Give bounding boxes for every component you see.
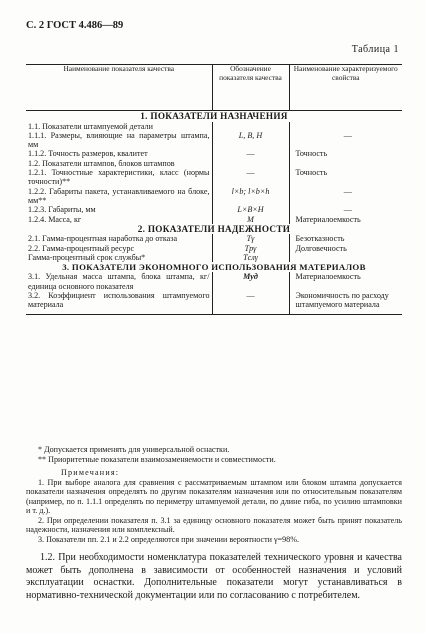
table-row xyxy=(26,122,402,131)
indicator-property: Безотказность xyxy=(289,234,402,243)
indicator-symbol: Mуд xyxy=(212,272,289,291)
page-header: С. 2 ГОСТ 4.486—89 xyxy=(26,20,124,31)
indicator-symbol: — xyxy=(212,168,289,187)
indicator-symbol: Tpγ xyxy=(212,244,289,253)
indicator-name: 1.2. Показатели штампов, блоков штампов xyxy=(28,158,175,168)
section-title: 2. ПОКАЗАТЕЛИ НАДЕЖНОСТИ xyxy=(137,223,291,234)
indicator-name: 1.1.2. Точность размеров, квалитет xyxy=(28,149,148,159)
indicator-name: 2.2. Гамма-процентный ресурс xyxy=(28,243,135,253)
table-row xyxy=(26,272,402,291)
section-heading-row xyxy=(26,111,402,122)
indicator-name: 1.2.4. Масса, кг xyxy=(28,214,82,224)
indicator-property: Материалоемкость xyxy=(289,272,402,291)
section-heading-row xyxy=(26,262,402,272)
indicator-name: 1.2.3. Габариты, мм xyxy=(28,205,96,215)
notes-title: Примечания: xyxy=(61,468,120,478)
table-title: Таблица 1 xyxy=(351,44,399,55)
indicator-symbol xyxy=(212,122,289,131)
indicator-name: 1.2.1. Точностные характеристики, класс (нормы точности)** xyxy=(28,168,210,187)
section-heading-row xyxy=(26,224,402,235)
indicator-property: Долговечность xyxy=(289,244,402,253)
notes-block xyxy=(26,445,402,544)
indicator-name: 1.2.2. Габариты пакета, устанавливаемого на блоке, мм** xyxy=(28,186,210,205)
table-row xyxy=(26,205,402,214)
indicator-property: — xyxy=(289,131,402,150)
indicator-name: 3.1. Удельная масса штампа, блока штампа, кг/единица основного показателя xyxy=(28,272,210,291)
indicator-symbol: Tслγ xyxy=(212,253,289,262)
table-row xyxy=(26,131,402,150)
indicator-name: Гамма-процентный срок службы* xyxy=(28,253,146,263)
indicator-property: — xyxy=(289,187,402,206)
footnote: ** Приоритетные показатели взаимозаменяемости и совместимости. xyxy=(38,454,276,464)
table-row xyxy=(26,215,402,224)
note-item: 1. При выборе аналога для сравнения с рассматриваемым штампом или блоком штампа допускается показатели назначения определять по другим показателям назначения или по относительным показателям (например, по п. 1.1.1 определять по периметру штампуемой детали, по длине гиба, по усилию штамповки и т. д.). xyxy=(26,477,402,516)
indicator-name: 2.1. Гамма-процентная наработка до отказа xyxy=(28,234,178,244)
note-item: 3. Показатели пп. 2.1 и 2.2 определяются при значении вероятности γ=98%. xyxy=(38,534,299,544)
body-paragraph: 1.2. При необходимости номенклатура показателей технического уровня и качества может быть дополнена в зависимости от особенностей назначения и условий эксплуатации оснастки. Дополнительные показатели могут устанавливаться в нормативно-технической документации или по согласованию с потребителем. xyxy=(26,552,402,601)
indicator-symbol: M xyxy=(212,215,289,224)
indicator-symbol: L×B×H xyxy=(212,205,289,214)
indicator-name: 1.1. Показатели штампуемой детали xyxy=(28,121,153,131)
table-row xyxy=(26,244,402,253)
table-row xyxy=(26,149,402,158)
indicator-property: Точность xyxy=(289,168,402,187)
indicator-name: 3.2. Коэффициент использования штампуемого материала xyxy=(26,291,212,314)
table-row xyxy=(26,253,402,262)
indicator-property xyxy=(289,122,402,131)
section-title: 3. ПОКАЗАТЕЛИ ЭКОНОМНОГО ИСПОЛЬЗОВАНИЯ МАТЕРИАЛОВ xyxy=(62,262,366,273)
table-row xyxy=(26,187,402,206)
column-header: Обозначение показателя качества xyxy=(212,65,289,111)
indicator-symbol xyxy=(212,159,289,168)
indicator-symbol: — xyxy=(212,291,289,314)
table-row xyxy=(26,168,402,187)
column-header: Наименование показателя качества xyxy=(26,65,212,111)
indicator-property: Материалоемкость xyxy=(289,215,402,224)
indicator-property: — xyxy=(289,205,402,214)
table-row xyxy=(26,291,402,314)
table-row xyxy=(26,159,402,168)
indicator-property: Точность xyxy=(289,149,402,158)
footnote: * Допускается применять для универсальной оснастки. xyxy=(38,445,230,454)
indicator-property: Экономичность по расходу штампуемого материала xyxy=(289,291,402,314)
section-title: 1. ПОКАЗАТЕЛИ НАЗНАЧЕНИЯ xyxy=(140,111,288,121)
quality-indicators-table xyxy=(26,64,402,315)
table-row xyxy=(26,234,402,243)
indicator-symbol: l×b; l×b×h xyxy=(212,187,289,206)
note-item: 2. При определении показателя п. 3.1 за единицу основного показателя может быть принят показатель надежности, назначения или комплексный. xyxy=(26,515,402,535)
table-header-row xyxy=(26,65,402,111)
indicator-symbol: — xyxy=(212,149,289,158)
indicator-symbol: Tγ xyxy=(212,234,289,243)
indicator-property xyxy=(289,159,402,168)
column-header: Наименование характеризуемого свойства xyxy=(289,65,402,111)
indicator-property xyxy=(289,253,402,262)
indicator-name: 1.1.1. Размеры, влияющие на параметры штампа, мм xyxy=(28,130,210,150)
indicator-symbol: L, B, H xyxy=(212,131,289,150)
